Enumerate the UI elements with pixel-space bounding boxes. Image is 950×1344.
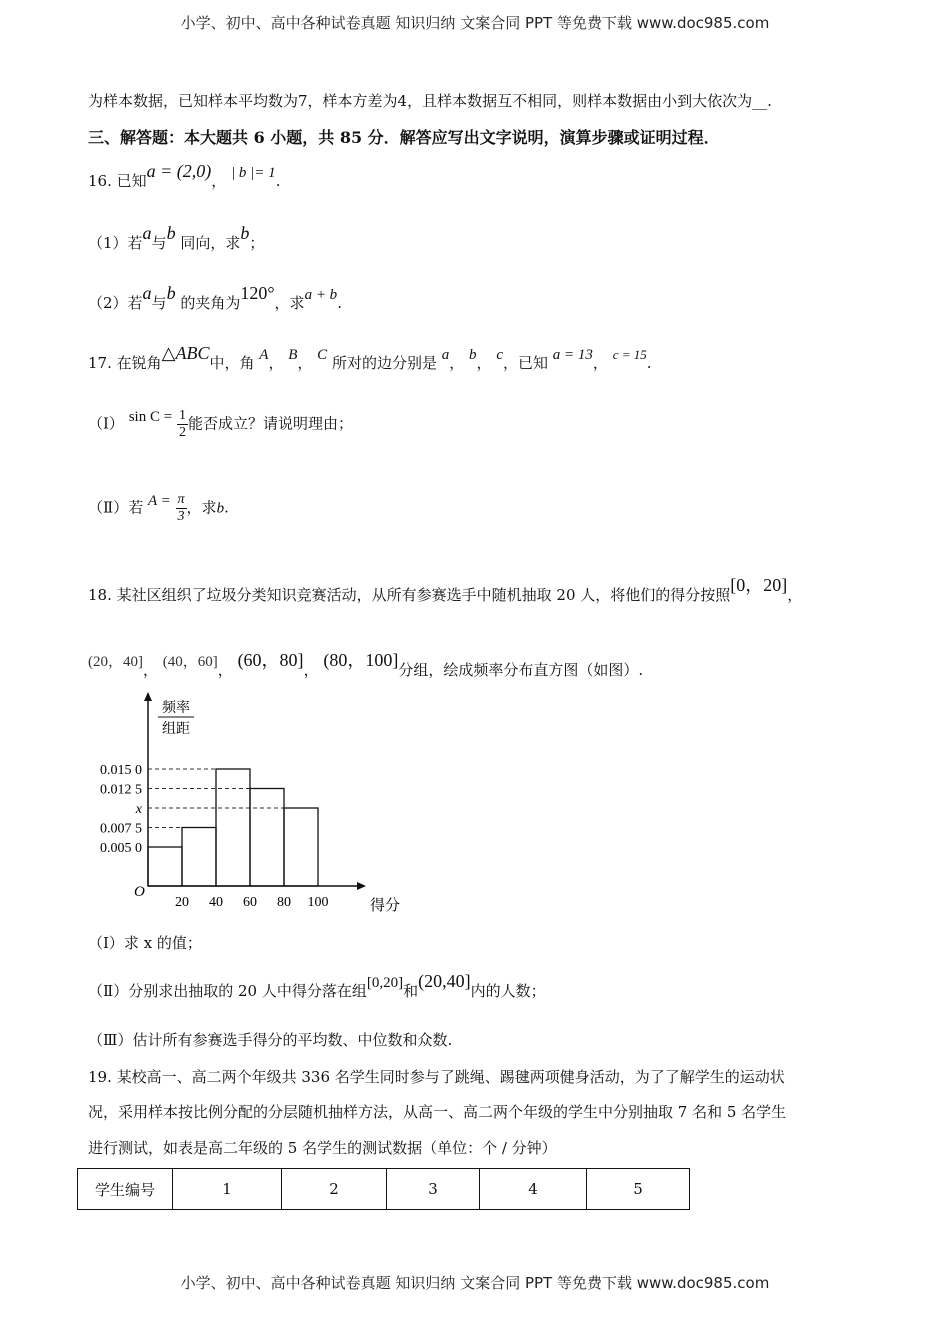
x-axis-arrow [357, 882, 366, 890]
q19-line1: 19. 某校高一、高二两个年级共 336 名学生同时参与了跳绳、踢毽两项健身活动，为了了解学生的运动状 [88, 1068, 785, 1086]
table-header-cell: 4 [480, 1169, 587, 1210]
q18-part3: （Ⅲ）估计所有参赛选手得分的平均数、中位数和众数. [88, 1031, 453, 1049]
x-tick-label: 40 [209, 895, 223, 910]
y-axis-arrow [144, 692, 152, 701]
q17-stem: 17. 在锐角△ABC中，角 A， B， C 所对的边分别是 a， b， c，已知 a = 13， c = 15. [88, 343, 652, 372]
q16-vector-a: a = (2,0) [146, 161, 212, 181]
q18-part2: （Ⅱ）分别求出抽取的 20 人中得分落在组[0,20]和(20,40]内的人数； [88, 971, 546, 1000]
q18-stem-line1: 18. 某社区组织了垃圾分类知识竞赛活动，从所有参赛选手中随机抽取 20 人，将他们的得分按照[0，20]， [88, 575, 803, 604]
page-header: 小学、初中、高中各种试卷真题 知识归纳 文案合同 PPT 等免费下载 www.doc985.com [180, 14, 770, 32]
q17-triangle: △ABC [161, 343, 210, 363]
q18-stem-line2: (20，40]， (40，60]， (60，80]， (80，100]分组，绘成频率分布直方图（如图）. [88, 650, 644, 679]
y-tick-label: 0.005 0 [100, 841, 142, 856]
x-tick-label: 20 [175, 895, 189, 910]
y-tick-label: 0.007 5 [100, 821, 142, 837]
y-tick-label: x [135, 802, 142, 817]
table-row [78, 1169, 690, 1210]
histogram-bar [284, 808, 318, 886]
table-header-cell: 5 [587, 1169, 690, 1210]
q16-angle: 120° [240, 283, 275, 303]
q18-part1: （Ⅰ）求 x 的值； [88, 934, 202, 952]
x-tick-label: 60 [243, 895, 257, 910]
q17-fraction-half: $\frac{1}{2}$ [178, 408, 186, 440]
q18-group1: [0，20] [730, 575, 788, 595]
q16-stem: 16. 已知a = (2,0)， | b |= 1. [88, 161, 281, 190]
origin-label: O [134, 884, 145, 900]
q16-part1: （1）若a与b 同向，求b； [88, 223, 265, 252]
section-3-heading: 三、解答题：本大题共 6 小题，共 85 分．解答应写出文字说明，演算步骤或证明过程． [88, 128, 720, 147]
page-footer: 小学、初中、高中各种试卷真题 知识归纳 文案合同 PPT 等免费下载 www.doc985.com [180, 1274, 770, 1292]
x-tick-label: 80 [277, 895, 291, 910]
q17-part2: （Ⅱ）若 A = $\frac{\pi}{3}$ ，求b. [88, 492, 229, 524]
q15-tail: 为样本数据，已知样本平均数为7，样本方差为4，且样本数据互不相同，则样本数据由小到大依次为__. [88, 92, 772, 110]
q19-line2: 况，采用样本按比例分配的分层随机抽样方法，从高一、高二两个年级的学生中分别抽取 7 名和 5 名学生 [88, 1103, 787, 1121]
histogram-bar [182, 828, 216, 887]
frequency-histogram [88, 688, 408, 918]
table-header-cell: 1 [173, 1169, 282, 1210]
x-axis-label: 得分 [370, 898, 401, 914]
q19-data-table [77, 1168, 690, 1210]
table-header-cell: 2 [282, 1169, 387, 1210]
q16-part2: （2）若a与b 的夹角为120°，求a + b. [88, 283, 342, 312]
y-tick-label: 0.012 5 [100, 782, 142, 798]
y-axis-label-bottom: 组距 [162, 722, 190, 737]
histogram-bar [216, 769, 250, 886]
q17-part1: （Ⅰ） sin C = $\frac{1}{2}$ 能否成立？请说明理由； [88, 408, 353, 440]
table-header-cell: 学生编号 [78, 1169, 173, 1210]
table-header-cell: 3 [387, 1169, 480, 1210]
q16-norm-b: | b |= 1 [231, 165, 276, 181]
y-axis-label-top: 频率 [162, 701, 190, 716]
q17-fraction-pi-3: $\frac{\pi}{3}$ [177, 492, 185, 524]
x-tick-label: 100 [307, 895, 329, 910]
histogram-bar [250, 789, 284, 887]
histogram-bar [148, 847, 182, 886]
q19-line3: 进行测试，如表是高二年级的 5 名学生的测试数据（单位：个 / 分钟） [88, 1139, 557, 1157]
y-tick-label: 0.015 0 [100, 763, 142, 778]
